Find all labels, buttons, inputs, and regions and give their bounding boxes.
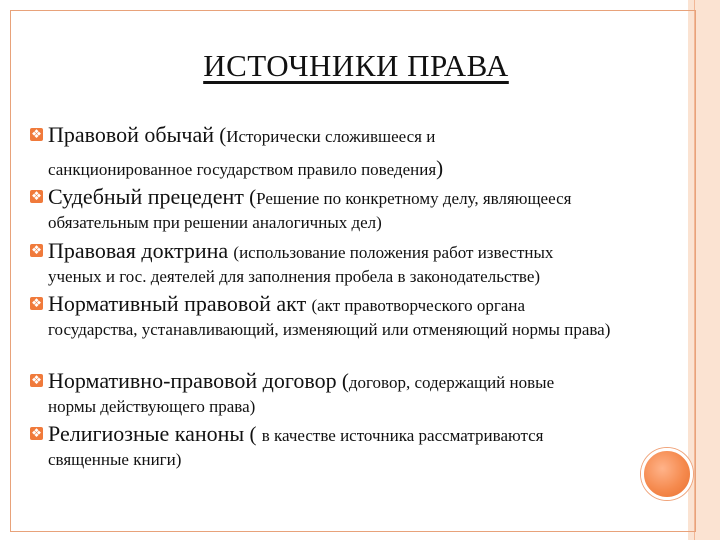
item-continuation: обязательным при решении аналогичных дел)	[48, 213, 382, 232]
bullet-icon: ❖	[31, 426, 42, 440]
item-first-line	[48, 368, 670, 396]
bullet-icon: ❖	[31, 296, 42, 310]
list-item-normative-act	[30, 291, 670, 341]
slide-title: ИСТОЧНИКИ ПРАВА	[203, 48, 509, 83]
item-continuation	[48, 157, 670, 181]
item-term: Религиозные каноны	[48, 421, 245, 446]
item-description: в качестве источника рассматриваются	[261, 426, 544, 445]
item-continuation: нормы действующего права)	[48, 397, 256, 416]
item-term: Судебный прецедент	[48, 184, 244, 209]
list-item-judicial-precedent	[30, 184, 670, 234]
item-term: Правовой обычай	[48, 122, 214, 147]
bullet-icon: ❖	[31, 127, 42, 141]
item-continuation: государства, устанавливающий, изменяющий или отменяющий нормы права)	[48, 320, 611, 339]
bullet-icon: ❖	[31, 189, 42, 203]
item-open-paren: (	[243, 185, 257, 209]
item-first-line	[48, 291, 670, 319]
item-continuation: ученых и гос. деятелей для заполнения пробела в законодательстве)	[48, 267, 541, 286]
item-description-cont: санкционированное государством правило поведения	[48, 160, 437, 179]
item-term: Правовая доктрина	[48, 238, 229, 263]
item-first-line	[48, 184, 670, 212]
list-item-legal-custom	[30, 122, 670, 181]
bullet-icon: ❖	[31, 243, 42, 257]
item-first-line	[48, 421, 670, 449]
item-description: Исторически сложившееся и	[226, 127, 436, 146]
item-description: (использование положения работ известных	[233, 243, 554, 262]
list-item-religious-canons	[30, 421, 670, 471]
bullet-icon: ❖	[31, 373, 42, 387]
item-open-paren: (	[244, 422, 262, 446]
item-term: Нормативно-правовой договор	[48, 368, 337, 393]
item-first-line	[48, 122, 670, 150]
list-item-legal-doctrine	[30, 238, 670, 288]
item-open-paren: (	[213, 123, 227, 147]
item-close-paren: )	[436, 156, 444, 180]
item-open-paren: (	[336, 369, 349, 393]
item-description: договор, содержащий новые	[348, 373, 555, 392]
item-first-line	[48, 238, 670, 266]
list-item-normative-contract	[30, 368, 670, 418]
item-term: Нормативный правовой акт	[48, 291, 307, 316]
item-continuation: священные книги)	[48, 450, 182, 469]
item-description: (акт правотворческого органа	[311, 296, 526, 315]
item-description: Решение по конкретному делу, являющееся	[256, 189, 572, 208]
